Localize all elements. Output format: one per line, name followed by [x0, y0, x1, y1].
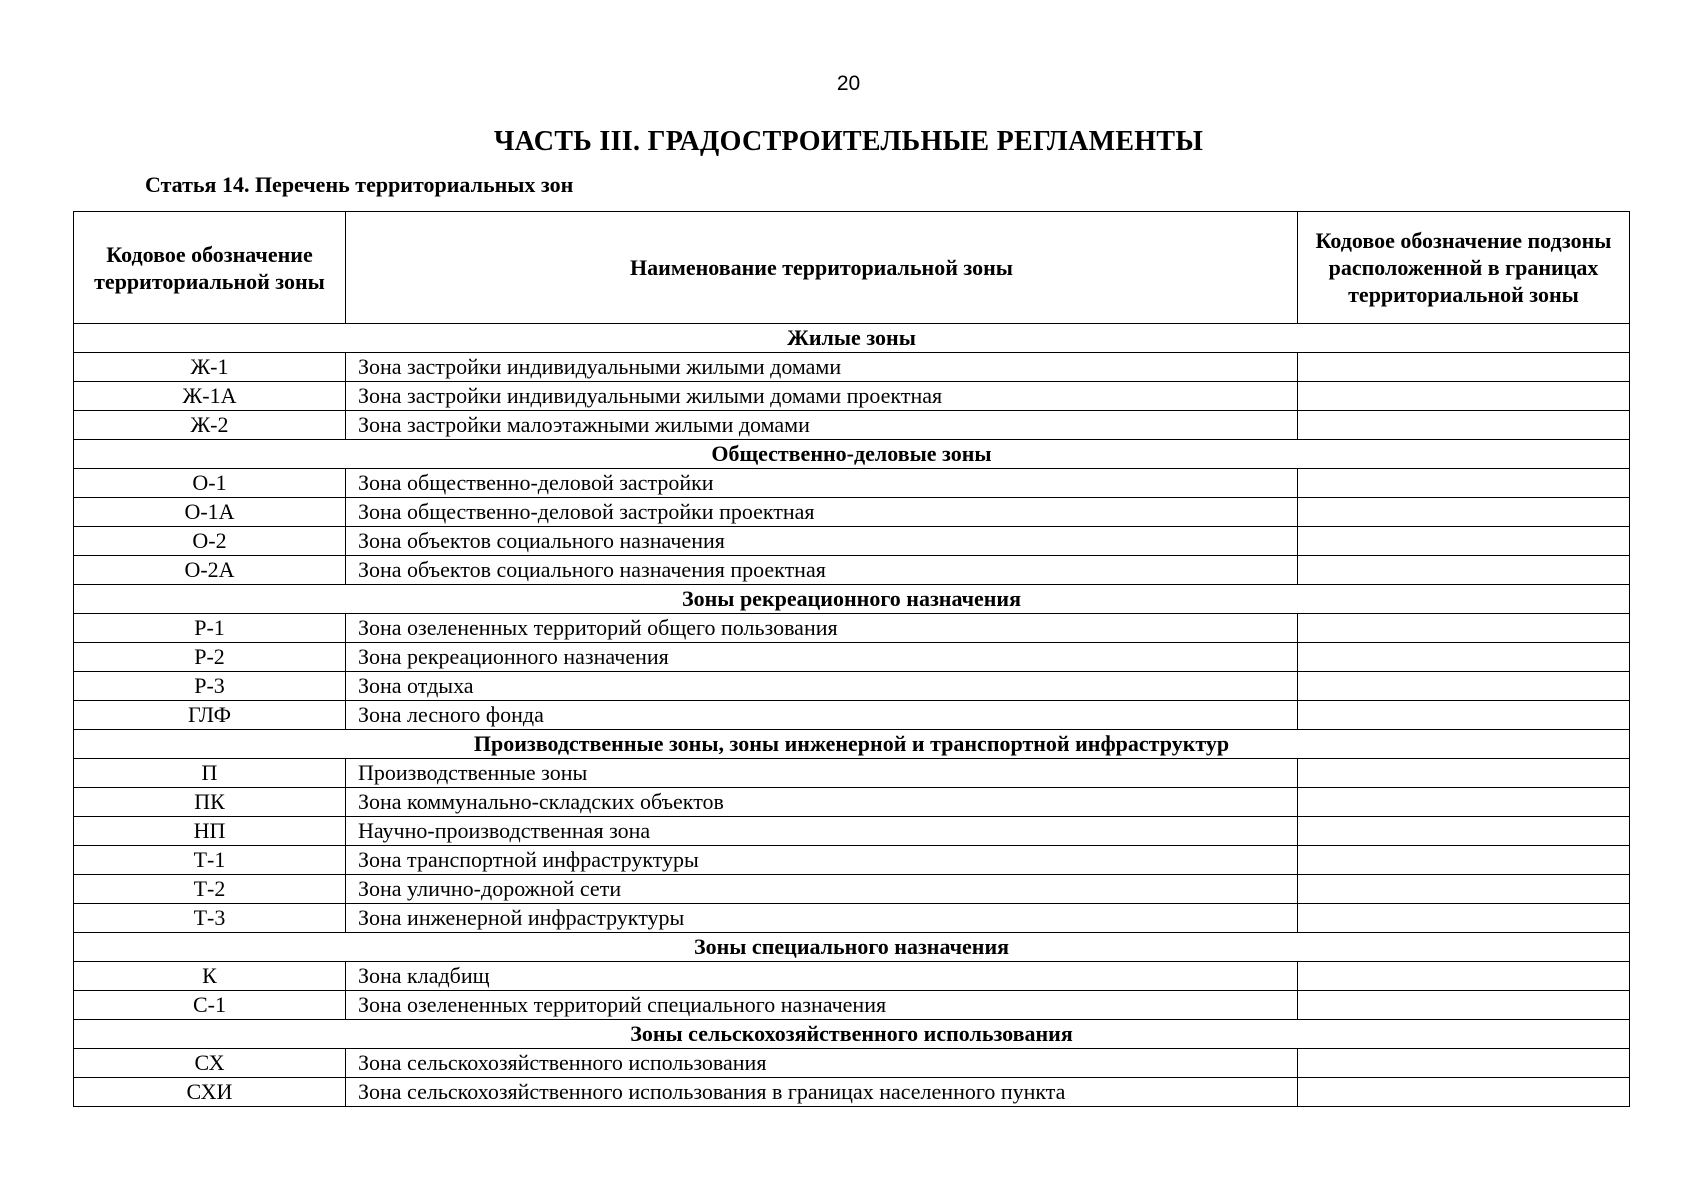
table-row: [74, 1078, 1630, 1107]
subzone-code-cell: [1298, 411, 1630, 440]
subzone-code-cell: [1298, 701, 1630, 730]
table-row: [74, 527, 1630, 556]
table-row: [74, 411, 1630, 440]
subzone-code-cell: [1298, 991, 1630, 1020]
table-row: [74, 875, 1630, 904]
section-title: Зоны рекреационного назначения: [74, 585, 1630, 614]
subzone-code-cell: [1298, 1049, 1630, 1078]
table-row: [74, 904, 1630, 933]
zone-name-cell: Зона объектов социального назначения: [346, 527, 1298, 556]
subzone-code-cell: [1298, 382, 1630, 411]
zone-code-cell: О-2: [74, 527, 346, 556]
table-row: [74, 469, 1630, 498]
subzone-code-cell: [1298, 353, 1630, 382]
header-subzone-code: Кодовое обозначение подзоны расположенной в границах территориальной зоны: [1298, 212, 1630, 324]
zone-name-cell: Зона улично-дорожной сети: [346, 875, 1298, 904]
zone-code-cell: Т-2: [74, 875, 346, 904]
subzone-code-cell: [1298, 1078, 1630, 1107]
section-row: [74, 933, 1630, 962]
table-row: [74, 353, 1630, 382]
table-row: [74, 1049, 1630, 1078]
zone-name-cell: Зона рекреационного назначения: [346, 643, 1298, 672]
zone-code-cell: Ж-1А: [74, 382, 346, 411]
zone-code-cell: П: [74, 759, 346, 788]
table-row: [74, 672, 1630, 701]
zone-name-cell: Зона озелененных территорий общего пользования: [346, 614, 1298, 643]
zone-code-cell: С-1: [74, 991, 346, 1020]
subzone-code-cell: [1298, 469, 1630, 498]
table-row: [74, 701, 1630, 730]
zone-name-cell: Зона транспортной инфраструктуры: [346, 846, 1298, 875]
page-number: 20: [836, 72, 861, 95]
section-row: [74, 730, 1630, 759]
zone-name-cell: Зона объектов социального назначения проектная: [346, 556, 1298, 585]
zone-code-cell: ГЛФ: [74, 701, 346, 730]
zone-code-cell: О-1А: [74, 498, 346, 527]
zone-code-cell: ПК: [74, 788, 346, 817]
zone-name-cell: Зона кладбищ: [346, 962, 1298, 991]
zone-code-cell: Т-3: [74, 904, 346, 933]
subzone-code-cell: [1298, 643, 1630, 672]
zone-name-cell: Производственные зоны: [346, 759, 1298, 788]
zone-name-cell: Зона лесного фонда: [346, 701, 1298, 730]
zone-code-cell: НП: [74, 817, 346, 846]
zone-name-cell: Зона сельскохозяйственного использования в границах населенного пункта: [346, 1078, 1298, 1107]
subzone-code-cell: [1298, 904, 1630, 933]
section-title: Зоны сельскохозяйственного использования: [74, 1020, 1630, 1049]
header-zone-name: Наименование территориальной зоны: [346, 212, 1298, 324]
table-row: [74, 846, 1630, 875]
subzone-code-cell: [1298, 817, 1630, 846]
subzone-code-cell: [1298, 875, 1630, 904]
subzone-code-cell: [1298, 759, 1630, 788]
zone-code-cell: О-2А: [74, 556, 346, 585]
section-title: Общественно-деловые зоны: [74, 440, 1630, 469]
zone-code-cell: Р-1: [74, 614, 346, 643]
zone-code-cell: СХ: [74, 1049, 346, 1078]
subzone-code-cell: [1298, 672, 1630, 701]
section-row: [74, 440, 1630, 469]
zone-code-cell: Р-3: [74, 672, 346, 701]
zones-table-body: [74, 324, 1630, 1107]
zone-code-cell: К: [74, 962, 346, 991]
zone-code-cell: Р-2: [74, 643, 346, 672]
subzone-code-cell: [1298, 962, 1630, 991]
zone-name-cell: Зона застройки малоэтажными жилыми домами: [346, 411, 1298, 440]
subzone-code-cell: [1298, 846, 1630, 875]
zone-name-cell: Зона отдыха: [346, 672, 1298, 701]
section-title: Жилые зоны: [74, 324, 1630, 353]
section-title: Производственные зоны, зоны инженерной и транспортной инфраструктур: [74, 730, 1630, 759]
table-row: [74, 962, 1630, 991]
subzone-code-cell: [1298, 527, 1630, 556]
zone-code-cell: Ж-2: [74, 411, 346, 440]
subzone-code-cell: [1298, 788, 1630, 817]
zone-code-cell: О-1: [74, 469, 346, 498]
zone-code-cell: СХИ: [74, 1078, 346, 1107]
table-row: [74, 991, 1630, 1020]
table-row: [74, 498, 1630, 527]
table-row: [74, 614, 1630, 643]
table-row: [74, 817, 1630, 846]
subzone-code-cell: [1298, 614, 1630, 643]
header-zone-code: Кодовое обозначение территориальной зоны: [74, 212, 346, 324]
section-row: [74, 324, 1630, 353]
zone-name-cell: Научно-производственная зона: [346, 817, 1298, 846]
table-row: [74, 788, 1630, 817]
table-row: [74, 382, 1630, 411]
table-row: [74, 643, 1630, 672]
table-header-row: [74, 212, 1630, 324]
zone-name-cell: Зона застройки индивидуальными жилыми домами: [346, 353, 1298, 382]
zones-table: [73, 211, 1630, 1107]
part-title: ЧАСТЬ III. ГРАДОСТРОИТЕЛЬНЫЕ РЕГЛАМЕНТЫ: [493, 126, 1204, 157]
zone-name-cell: Зона общественно-деловой застройки: [346, 469, 1298, 498]
article-title: Статья 14. Перечень территориальных зон: [145, 172, 574, 197]
zone-name-cell: Зона застройки индивидуальными жилыми домами проектная: [346, 382, 1298, 411]
table-row: [74, 556, 1630, 585]
section-title: Зоны специального назначения: [74, 933, 1630, 962]
zone-code-cell: Т-1: [74, 846, 346, 875]
section-row: [74, 585, 1630, 614]
zone-code-cell: Ж-1: [74, 353, 346, 382]
zone-name-cell: Зона сельскохозяйственного использования: [346, 1049, 1298, 1078]
zone-name-cell: Зона озелененных территорий специального назначения: [346, 991, 1298, 1020]
subzone-code-cell: [1298, 498, 1630, 527]
zone-name-cell: Зона инженерной инфраструктуры: [346, 904, 1298, 933]
zone-name-cell: Зона коммунально-складских объектов: [346, 788, 1298, 817]
table-row: [74, 759, 1630, 788]
section-row: [74, 1020, 1630, 1049]
zone-name-cell: Зона общественно-деловой застройки проектная: [346, 498, 1298, 527]
subzone-code-cell: [1298, 556, 1630, 585]
